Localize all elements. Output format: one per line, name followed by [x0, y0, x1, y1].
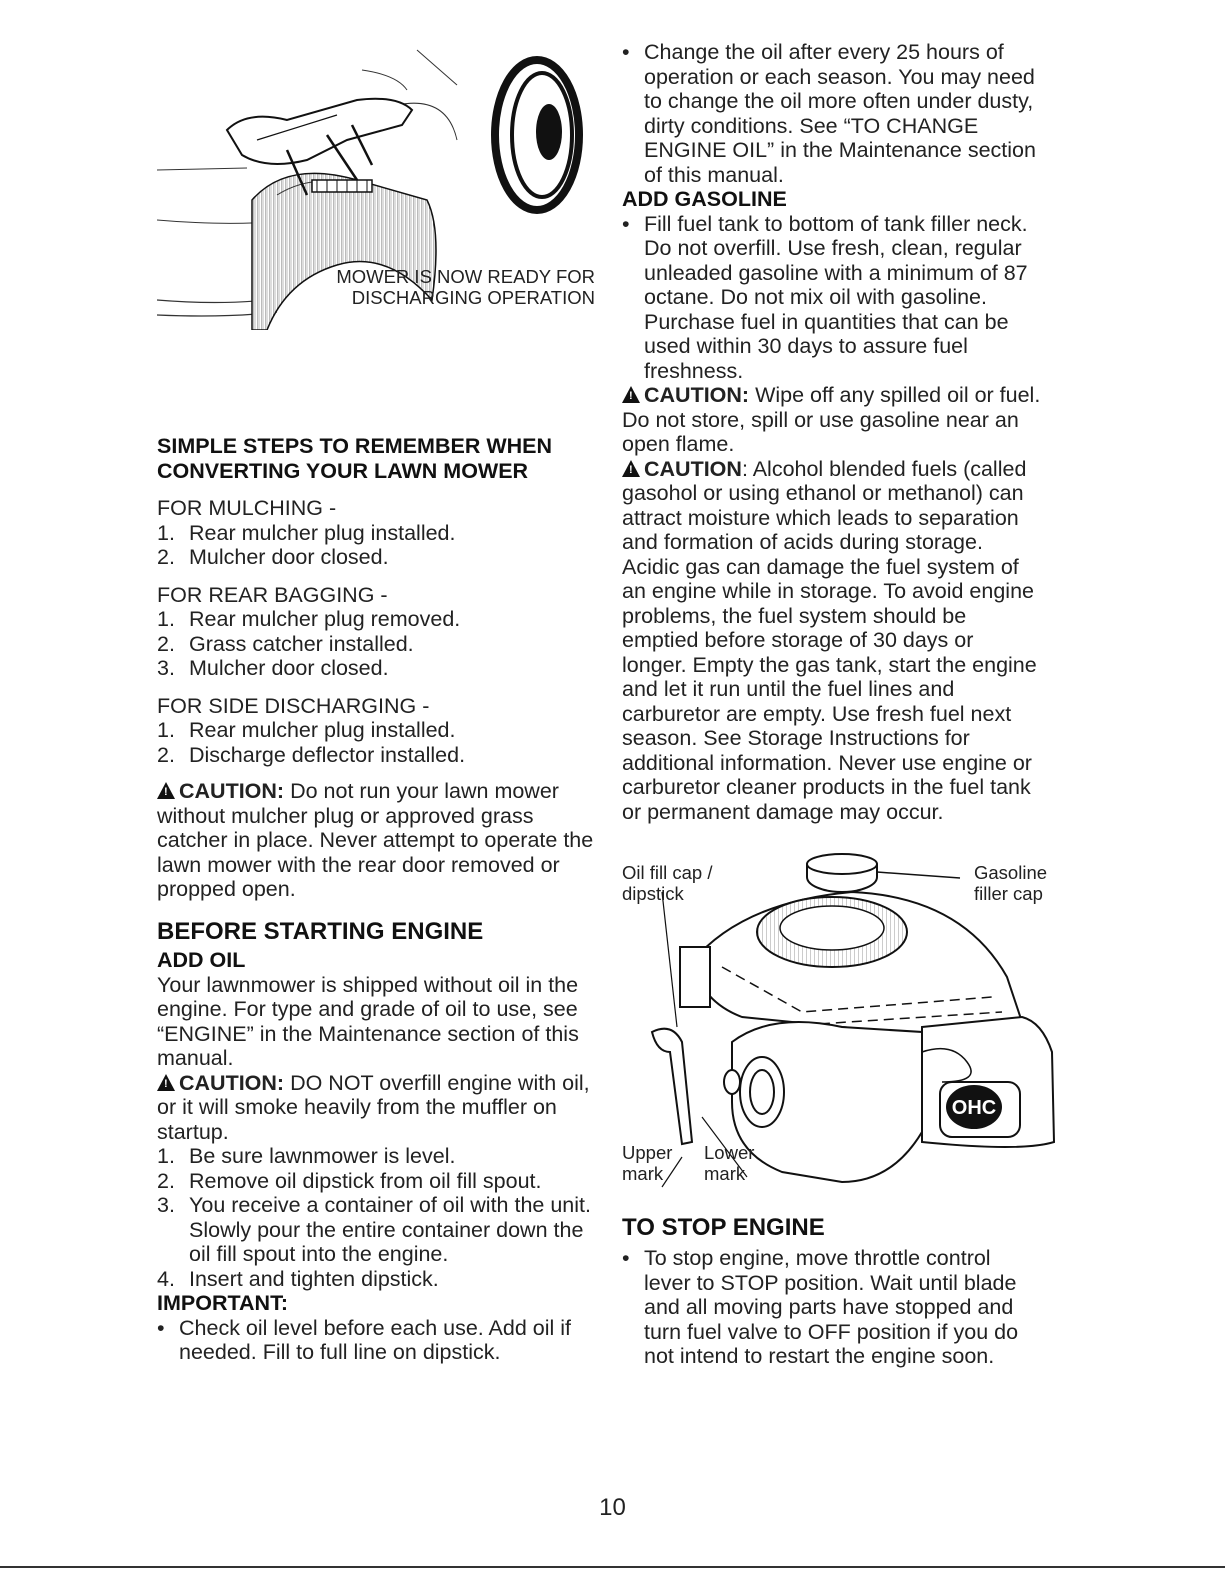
warning-triangle-icon	[157, 1074, 175, 1091]
mulching-title: FOR MULCHING -	[157, 496, 337, 520]
add-oil-heading: ADD OIL	[157, 948, 246, 972]
list-item: • To stop engine, move throttle control lever to STOP position. Wait until blade and all moving parts have stopped and turn fuel valve to OFF position if you do not intend to restart the engine soon.	[622, 1246, 1019, 1368]
gasoline-caution-1: !CAUTION: Wipe off any spilled oil or fuel. Do not store, spill or use gasoline near an open flame.	[622, 383, 1042, 457]
ohc-badge: OHC	[951, 1097, 997, 1119]
right-column	[622, 40, 1042, 824]
gasoline-caution-2: !CAUTION: Alcohol blended fuels (called gasohol or using ethanol or methanol) can attract moisture which leads to separation and formation of acids during storage. Acidic gas can damage the fuel system of an engine while in storage. To avoid engine problems, the fuel system should be emptied before storage of 30 days or longer. Empty the gas tank, start the engine and let it run until the fuel lines and carburetor are empty. Use fresh fuel next season. See Storage Instructions for additional information. Never use engine or carburetor cleaner products in the fuel tank or permanent damage may occur.	[622, 457, 1042, 825]
rear-bagging-title: FOR REAR BAGGING -	[157, 582, 388, 607]
list-item: 2. Discharge deflector installed.	[157, 742, 466, 767]
simple-steps-section	[157, 434, 597, 902]
list-item: 1. Be sure lawnmower is level.	[157, 1144, 456, 1168]
mower-caption-line2: DISCHARGING OPERATION	[351, 287, 595, 308]
mower-caption-line1: MOWER IS NOW READY FOR	[336, 266, 595, 287]
list-item: 1. Rear mulcher plug installed.	[157, 520, 456, 545]
list-item: 2. Mulcher door closed.	[157, 545, 389, 569]
bottom-rule	[0, 1566, 1225, 1568]
oil-fill-label: Oil fill cap / dipstick	[622, 862, 713, 904]
list-item: 1. Rear mulcher plug installed.	[157, 718, 456, 742]
engine-figure	[622, 852, 1057, 1197]
warning-triangle-icon	[622, 386, 640, 403]
list-item: 2. Grass catcher installed.	[157, 631, 414, 656]
before-starting-section	[157, 918, 597, 1365]
list-item: 3. Mulcher door closed.	[157, 656, 389, 680]
side-discharging-title: FOR SIDE DISCHARGING -	[157, 693, 430, 718]
add-oil-caution: !CAUTION: DO NOT overfill engine with oil, or it will smoke heavily from the muffler on startup.	[157, 1071, 597, 1145]
to-stop-section	[622, 1214, 1042, 1369]
important-label: IMPORTANT:	[157, 1291, 288, 1315]
upper-mark-label: Upper mark	[622, 1142, 673, 1184]
add-gasoline-heading: ADD GASOLINE	[622, 187, 787, 211]
list-item: • Fill fuel tank to bottom of tank filler neck. Do not overfill. Use fresh, clean, regular unleaded gasoline with a minimum of 87 octane. Do not mix oil with gasoline. Purchase fuel in quantities that can be used within 30 days to assure fuel freshness.	[622, 211, 1028, 383]
lower-mark-label: Lower mark	[704, 1142, 755, 1184]
mulcher-caution: !CAUTION: Do not run your lawn mower without mulcher plug or approved grass catcher in place. Never attempt to operate the lawn mower with the rear door removed or propped open.	[157, 779, 597, 902]
list-item: • Change the oil after every 25 hours of operation or each season. You may need to change the oil more often under dusty, dirty conditions. See “TO CHANGE ENGINE OIL” in the Maintenance section of this manual.	[622, 40, 1036, 187]
warning-triangle-icon	[157, 782, 175, 799]
list-item: 3. You receive a container of oil with the unit. Slowly pour the entire container down the oil fill spout into the engine.	[157, 1193, 591, 1266]
page-number: 10	[599, 1494, 626, 1521]
simple-steps-heading-line1: SIMPLE STEPS TO REMEMBER WHEN	[157, 434, 552, 458]
add-oil-intro: Your lawnmower is shipped without oil in the engine. For type and grade of oil to use, see “ENGINE” in the Maintenance section of this manual.	[157, 972, 579, 1070]
list-item: 4. Insert and tighten dipstick.	[157, 1266, 439, 1291]
list-item: 2. Remove oil dipstick from oil fill spout.	[157, 1168, 542, 1193]
before-starting-heading: BEFORE STARTING ENGINE	[157, 918, 484, 945]
gasoline-cap-label: Gasoline filler cap	[974, 862, 1048, 904]
list-item: 1. Rear mulcher plug removed.	[157, 607, 461, 631]
simple-steps-heading-line2: CONVERTING YOUR LAWN MOWER	[157, 458, 529, 483]
to-stop-heading: TO STOP ENGINE	[622, 1214, 825, 1241]
mower-figure-caption	[307, 266, 595, 308]
warning-triangle-icon	[622, 460, 640, 477]
list-item: • Check oil level before each use. Add oil if needed. Fill to full line on dipstick.	[157, 1315, 572, 1364]
